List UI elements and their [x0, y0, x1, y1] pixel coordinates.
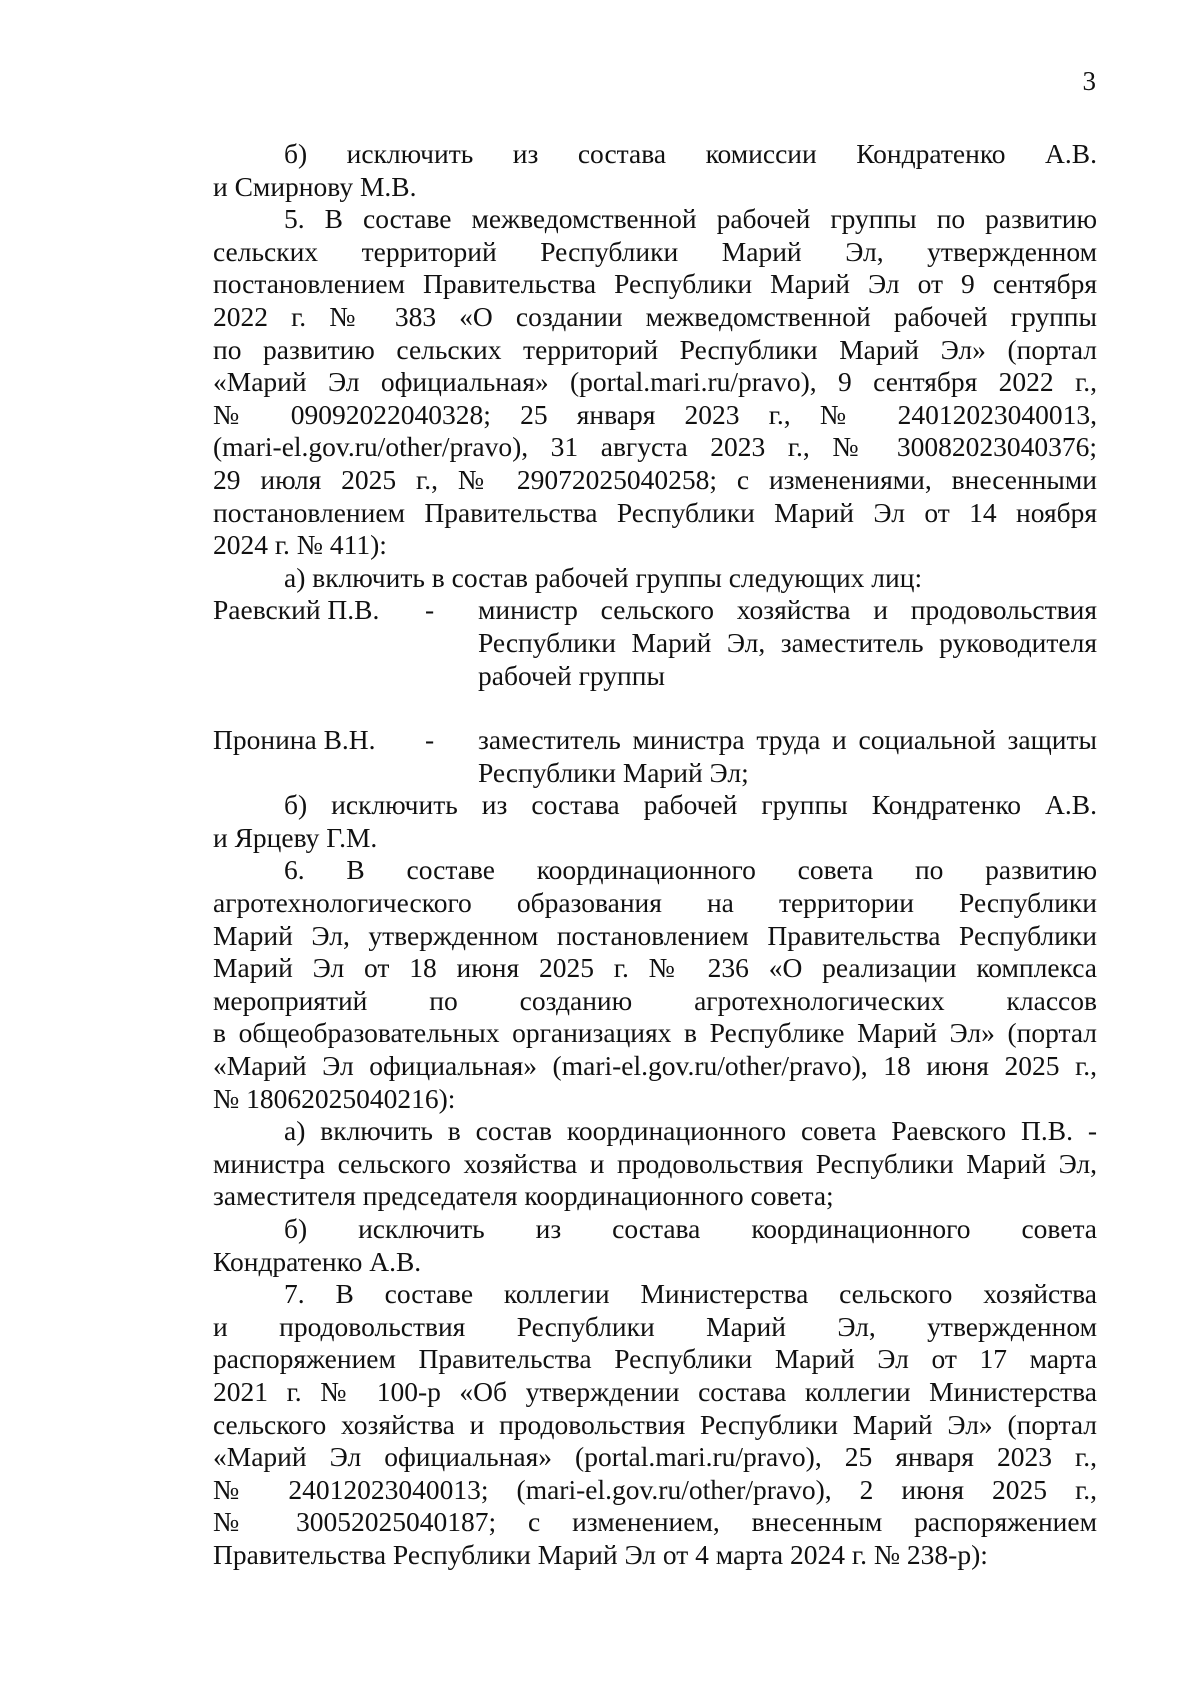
- paragraph-line: Кондратенко А.В.: [213, 1245, 422, 1277]
- member-name: Пронина В.Н.: [213, 724, 376, 756]
- paragraph-line: 2022 г. № 383 «О создании межведомственной рабочей группы: [213, 300, 1097, 332]
- paragraph-line: в общеобразовательных организациях в Республике Марий Эл» (портал: [213, 1017, 1097, 1049]
- member-position-line: Республики Марий Эл;: [478, 756, 749, 788]
- paragraph-line: заместителя председателя координационного совета;: [213, 1180, 834, 1212]
- paragraph-line: постановлением Правительства Республики Марий Эл от 9 сентября: [213, 268, 1097, 300]
- paragraph-line: № 30052025040187; с изменением, внесенным распоряжением: [213, 1506, 1097, 1538]
- paragraph-p6a: [213, 1115, 1097, 1213]
- paragraph-line: 2024 г. № 411):: [213, 529, 387, 561]
- members-list: [213, 594, 1097, 789]
- paragraph-line: б) исключить из состава комиссии Кондратенко А.В.: [284, 138, 1097, 169]
- paragraph-line: министра сельского хозяйства и продовольствия Республики Марий Эл,: [213, 1147, 1097, 1179]
- paragraph-line: по развитию сельских территорий Республики Марий Эл» (портал: [213, 333, 1097, 365]
- member-position: [478, 724, 1097, 789]
- paragraph-line: б) исключить из состава рабочей группы Кондратенко А.В.: [284, 789, 1097, 821]
- paragraph-line: 7. В составе коллегии Министерства сельского хозяйства: [284, 1278, 1097, 1310]
- paragraph-line: Марий Эл от 18 июня 2025 г. № 236 «О реализации комплекса: [213, 952, 1097, 984]
- paragraph-line: «Марий Эл официальная» (portal.mari.ru/pravo), 25 января 2023 г.,: [213, 1441, 1097, 1473]
- paragraph-p5a: [213, 562, 1097, 595]
- paragraph-line: а) включить в состав рабочей группы следующих лиц:: [284, 561, 923, 593]
- paragraph-line: 29 июля 2025 г., № 29072025040258; с изменениями, внесенными: [213, 463, 1097, 495]
- paragraph-p6: [213, 854, 1097, 1115]
- paragraph-line: и Смирнову М.В.: [213, 170, 417, 202]
- paragraph-line: 6. В составе координационного совета по развитию: [284, 854, 1097, 886]
- paragraphs-group-2: [213, 789, 1097, 1571]
- paragraph-line: Марий Эл, утвержденном постановлением Правительства Республики: [213, 919, 1097, 951]
- paragraph-p5: [213, 203, 1097, 562]
- paragraph-line: а) включить в состав координационного совета Раевского П.В. -: [284, 1115, 1097, 1147]
- member-position-line: заместитель министра труда и социальной защиты: [478, 724, 1097, 756]
- member-position-line: рабочей группы: [478, 659, 665, 691]
- paragraph-line: № 18062025040216):: [213, 1082, 456, 1114]
- member-entry: [213, 594, 1097, 692]
- document-body: [213, 138, 1097, 1572]
- member-position-line: Республики Марий Эл, заместитель руководителя: [478, 626, 1097, 658]
- paragraph-line: распоряжением Правительства Республики Марий Эл от 17 марта: [213, 1343, 1097, 1375]
- paragraph-p6b: [213, 1213, 1097, 1278]
- paragraph-line: Правительства Республики Марий Эл от 4 марта 2024 г. № 238-р):: [213, 1538, 988, 1570]
- member-position-line: министр сельского хозяйства и продовольствия: [478, 594, 1097, 626]
- page-number: 3: [1082, 66, 1096, 96]
- member-dash: -: [425, 594, 435, 626]
- paragraph-line: мероприятий по созданию агротехнологических классов: [213, 984, 1097, 1016]
- paragraph-line: 2021 г. № 100-р «Об утверждении состава коллегии Министерства: [213, 1375, 1097, 1407]
- paragraphs-group-1: [213, 138, 1097, 594]
- member-entry: [213, 724, 1097, 789]
- member-position: [478, 594, 1097, 692]
- paragraph-p7: [213, 1278, 1097, 1571]
- paragraph-line: 5. В составе межведомственной рабочей группы по развитию: [284, 203, 1097, 235]
- paragraph-line: (mari-el.gov.ru/other/pravo), 31 августа 2023 г., № 30082023040376;: [213, 431, 1097, 463]
- paragraph-line: агротехнологического образования на территории Республики: [213, 887, 1097, 919]
- paragraph-line: постановлением Правительства Республики Марий Эл от 14 ноября: [213, 496, 1097, 528]
- paragraph-p5b: [213, 789, 1097, 854]
- paragraph-p4b: [213, 138, 1097, 203]
- member-dash: -: [425, 724, 435, 756]
- paragraph-line: и продовольствия Республики Марий Эл, утвержденном: [213, 1310, 1097, 1342]
- paragraph-line: № 24012023040013; (mari-el.gov.ru/other/pravo), 2 июня 2025 г.,: [213, 1473, 1097, 1505]
- paragraph-line: «Марий Эл официальная» (portal.mari.ru/pravo), 9 сентября 2022 г.,: [213, 366, 1097, 398]
- paragraph-line: сельского хозяйства и продовольствия Республики Марий Эл» (портал: [213, 1408, 1097, 1440]
- paragraph-line: б) исключить из состава координационного совета: [284, 1213, 1097, 1244]
- member-name: Раевский П.В.: [213, 594, 380, 626]
- paragraph-line: и Ярцеву Г.М.: [213, 821, 378, 853]
- paragraph-line: № 09092022040328; 25 января 2023 г., № 24012023040013,: [213, 398, 1097, 430]
- paragraph-line: «Марий Эл официальная» (mari-el.gov.ru/other/pravo), 18 июня 2025 г.,: [213, 1050, 1097, 1082]
- paragraph-line: сельских территорий Республики Марий Эл, утвержденном: [213, 235, 1097, 267]
